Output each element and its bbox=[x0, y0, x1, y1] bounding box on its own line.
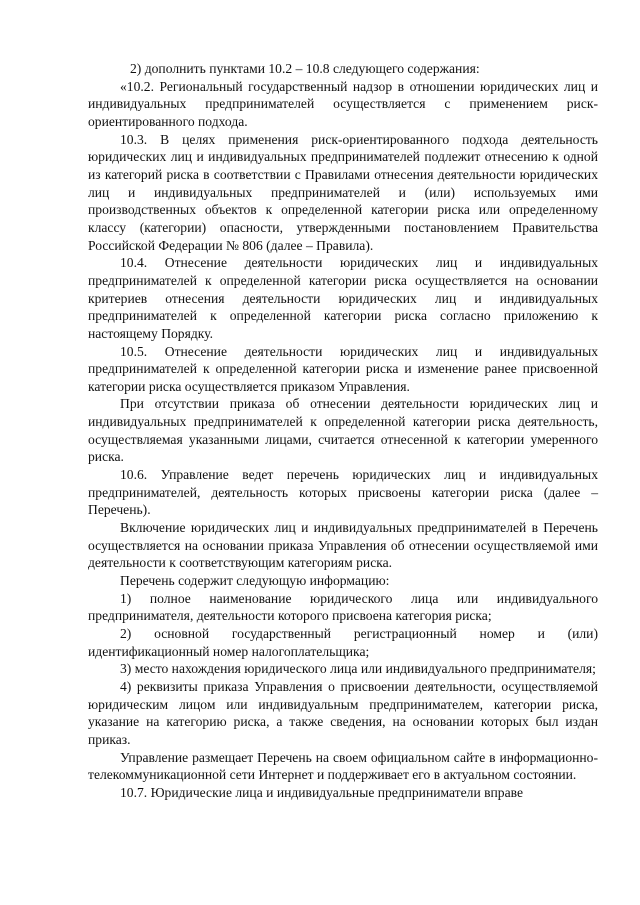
paragraph-10-2: «10.2. Региональный государственный надзор в отношении юридических лиц и индивидуальных предпринимателей осуществляется с применением риск-ориентированного подхода. bbox=[88, 78, 598, 129]
paragraph-list-intro: Перечень содержит следующую информацию: bbox=[120, 573, 390, 589]
paragraph-10-5-absence: При отсутствии приказа об отнесении деятельности юридических лиц и индивидуальных предпринимателей к определенной категории риска деятельность, осуществляемая указанными лицами, считается отнесенной к категории умеренного риска. bbox=[88, 396, 598, 465]
paragraph-10-5: 10.5. Отнесение деятельности юридических лиц и индивидуальных предпринимателей к определенной категории риска и изменение ранее присвоенной категории риска осуществляется приказом Управления. bbox=[88, 343, 598, 394]
list-item-2: 2) основной государственный регистрационный номер и (или) идентификационный номер налогоплательщика; bbox=[88, 626, 598, 659]
paragraph-10-6-inclusion: Включение юридических лиц и индивидуальных предпринимателей в Перечень осуществляется на основании приказа Управления об отнесении осуществляемой ими деятельности к соответствующим категориям риска. bbox=[88, 520, 598, 571]
document-page bbox=[88, 60, 598, 802]
paragraph-item-2-intro: 2) дополнить пунктами 10.2 – 10.8 следующего содержания: bbox=[130, 61, 480, 76]
paragraph-10-7: 10.7. Юридические лица и индивидуальные предприниматели вправе bbox=[120, 784, 524, 800]
list-item-3: 3) место нахождения юридического лица или индивидуального предпринимателя; bbox=[120, 661, 596, 677]
paragraph-10-4: 10.4. Отнесение деятельности юридических лиц и индивидуальных предпринимателей к определенной категории риска осуществляется на основании критериев отнесения деятельности юридических лиц и индивидуальных предпринимателей к определенной категории риска согласно приложению к настоящему Порядку. bbox=[88, 255, 598, 341]
list-item-4: 4) реквизиты приказа Управления о присвоении деятельности, осуществляемой юридическим лицом или индивидуальным предпринимателем, категории риска, указание на категорию риска, а также сведения, на основании которых был издан приказ. bbox=[88, 678, 598, 747]
paragraph-publication: Управление размещает Перечень на своем официальном сайте в информационно-телекоммуникационной сети Интернет и поддерживает его в актуальном состоянии. bbox=[88, 749, 598, 783]
list-item-1: 1) полное наименование юридического лица или индивидуального предпринимателя, деятельности которого присвоена категория риска; bbox=[88, 590, 598, 624]
paragraph-10-6: 10.6. Управление ведет перечень юридических лиц и индивидуальных предпринимателей, деятельность которых присвоены категории риска (далее – Перечень). bbox=[88, 467, 598, 518]
paragraph-10-3: 10.3. В целях применения риск-ориентированного подхода деятельность юридических лиц и индивидуальных предпринимателей подлежит отнесению к одной из категорий риска в соответствии с Правилами отнесения деятельности юридических лиц и индивидуальных предпринимателей и (или) используемых ими производственных объектов к определенной категории риска или определенному классу (категории) опасности, утвержденными постановлением Правительства Российской Федерации № 806 (далее – Правила). bbox=[88, 131, 598, 253]
